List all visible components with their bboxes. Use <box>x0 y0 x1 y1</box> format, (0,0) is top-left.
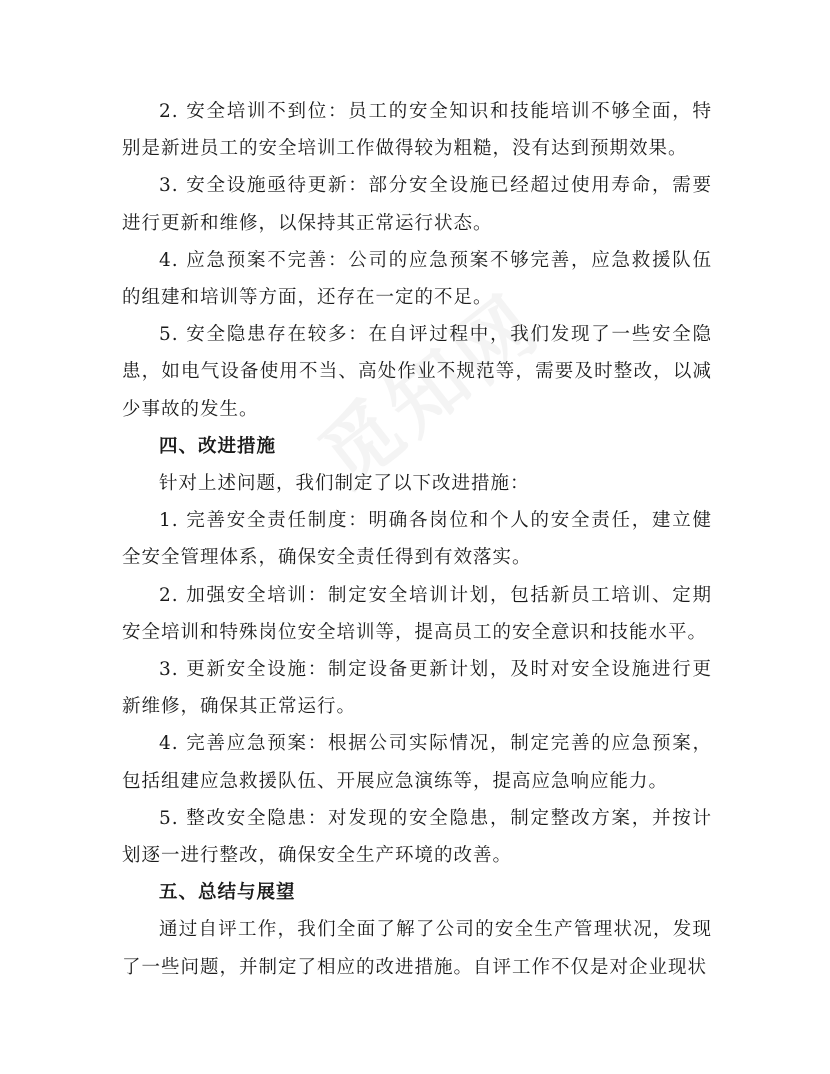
measure-item-5: 5. 整改安全隐患：对发现的安全隐患，制定整改方案，并按计划逐一进行整改，确保安全生产环境的改善。 <box>122 807 712 867</box>
measure-item-4: 4. 完善应急预案：根据公司实际情况，制定完善的应急预案，包括组建应急救援队伍、开展应急演练等，提高应急响应能力。 <box>122 733 712 792</box>
measure-item-1: 1. 完善安全责任制度：明确各岗位和个人的安全责任，建立健全安全管理体系，确保安全责任得到有效落实。 <box>122 510 712 569</box>
problem-item-3: 3. 安全设施亟待更新：部分安全设施已经超过使用寿命，需要进行更新和维修，以保持其正常运行状态。 <box>122 175 712 234</box>
document-body <box>122 93 712 986</box>
measure-item-3: 3. 更新安全设施：制定设备更新计划，及时对安全设施进行更新维修，确保其正常运行。 <box>122 659 712 718</box>
section-heading-summary: 五、总结与展望 <box>159 882 296 904</box>
problem-item-4: 4. 应急预案不完善：公司的应急预案不够完善，应急救援队伍的组建和培训等方面，还存在一定的不足。 <box>122 249 712 309</box>
section-intro: 针对上述问题，我们制定了以下改进措施： <box>159 473 530 495</box>
problem-item-2: 2. 安全培训不到位：员工的安全知识和技能培训不够全面，特别是新进员工的安全培训工作做得较为粗糙，没有达到预期效果。 <box>122 101 712 160</box>
measure-item-2: 2. 加强安全培训：制定安全培训计划，包括新员工培训、定期安全培训和特殊岗位安全培训等，提高员工的安全意识和技能水平。 <box>122 584 712 643</box>
section-heading-improvements: 四、改进措施 <box>159 435 277 457</box>
conclusion-paragraph: 通过自评工作，我们全面了解了公司的安全生产管理状况，发现了一些问题，并制定了相应的改进措施。自评工作不仅是对企业现状 <box>122 919 712 978</box>
problem-item-5: 5. 安全隐患存在较多：在自评过程中，我们发现了一些安全隐患，如电气设备使用不当、高处作业不规范等，需要及时整改，以减少事故的发生。 <box>122 324 712 420</box>
